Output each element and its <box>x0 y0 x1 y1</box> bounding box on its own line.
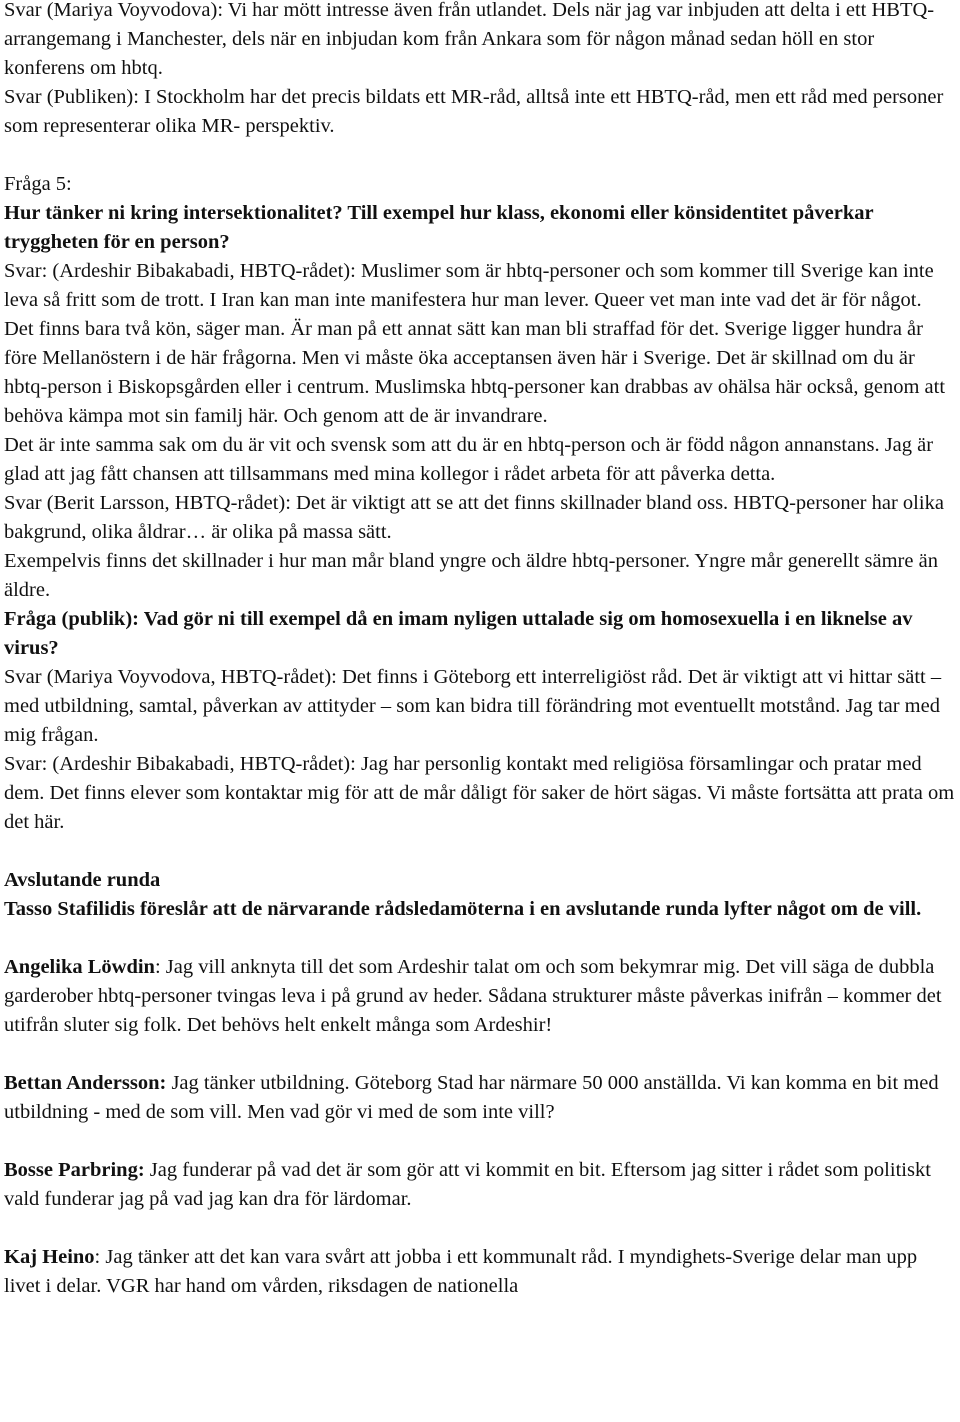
speaker-paragraph-parbring <box>4 1156 956 1214</box>
speaker-name: Kaj Heino <box>4 1246 95 1268</box>
question-publik: Fråga (publik): Vad gör ni till exempel då en imam nyligen uttalade sig om homosexuella i en liknelse av virus? <box>4 608 913 659</box>
closing-intro: Tasso Stafilidis föreslår att de närvarande rådsledamöterna i en avslutande runda lyfter något om de vill. <box>4 898 922 920</box>
question-5-text: Hur tänker ni kring intersektionalitet? Till exempel hur klass, ekonomi eller könsidentitet påverkar tryggheten för en person? <box>4 202 874 253</box>
paragraph-gap <box>4 924 956 953</box>
speaker-text: : Jag vill anknyta till det som Ardeshir talat om och som bekymrar mig. Det vill säga de dubbla garderober hbtq-personer tvingas leva i på grund av heder. Sådana strukturer måste påverkas inifrån – kommer det utifrån sluter sig folk. Det behövs helt enkelt många som Ardeshir! <box>4 956 942 1036</box>
answer-larsson-2: Exempelvis finns det skillnader i hur man mår bland yngre och äldre hbtq-personer. Yngre mår generellt sämre än äldre. <box>4 550 938 601</box>
speaker-name: Bettan Andersson: <box>4 1072 167 1094</box>
speaker-text: Jag tänker utbildning. Göteborg Stad har närmare 50 000 anställda. Vi kan komma en bit med utbildning - med de som vill. Men vad gör vi med de som inte vill? <box>4 1072 939 1123</box>
speaker-paragraph-lowdin <box>4 953 956 1040</box>
answer-publiken: Svar (Publiken): I Stockholm har det precis bildats ett MR-råd, alltså inte ett HBTQ-råd, men ett råd med personer som representerar olika MR- perspektiv. <box>4 86 944 137</box>
speaker-name: Angelika Löwdin <box>4 956 155 978</box>
paragraph-gap <box>4 1127 956 1156</box>
answer-bibakabadi-2: Det är inte samma sak om du är vit och svensk som att du är en hbtq-person och är född någon annanstans. Jag är glad att jag fått chansen att tillsammans med mina kollegor i rådet arbeta för att påverka detta. <box>4 434 934 485</box>
section-heading-closing: Avslutande runda <box>4 869 161 891</box>
paragraph-gap <box>4 1214 956 1243</box>
speaker-name: Bosse Parbring: <box>4 1159 145 1181</box>
paragraph-gap <box>4 837 956 866</box>
speaker-paragraph-heino <box>4 1243 956 1301</box>
paragraph-gap <box>4 141 956 170</box>
question-5-label: Fråga 5: <box>4 173 72 195</box>
paragraph-gap <box>4 1040 956 1069</box>
speaker-text: Jag funderar på vad det är som gör att vi kommit en bit. Eftersom jag sitter i rådet som politiskt vald funderar jag på vad jag kan dra för lärdomar. <box>4 1159 931 1210</box>
answer-voyvodova-international: Svar (Mariya Voyvodova): Vi har mött intresse även från utlandet. Dels när jag var inbjuden att delta i ett HBTQ-arrangemang i Manchester, dels när en inbjudan kom från Ankara som för någon månad sedan höll en stor konferens om hbtq. <box>4 0 935 79</box>
speaker-paragraph-andersson <box>4 1069 956 1127</box>
speaker-text: : Jag tänker att det kan vara svårt att jobba i ett kommunalt råd. I myndighets-Sverige delar man upp livet i delar. VGR har hand om vården, riksdagen de nationella <box>4 1246 918 1297</box>
answer-bibakabadi-1: Svar: (Ardeshir Bibakabadi, HBTQ-rådet): Muslimer som är hbtq-personer och som kommer till Sverige kan inte leva så fritt som de trott. I Iran kan man inte manifestera hur man lever. Queer vet man inte vad det är för något. Det finns bara två kön, säger man. Är man på ett annat sätt kan man bli straffad för det. Sverige ligger hundra år före Mellanöstern i de här frågorna. Men vi måste öka acceptansen även här i Sverige. Det är skillnad om du är hbtq-person i Biskopsgården eller i centrum. Muslimska hbtq-personer kan drabbas av ohälsa här också, genom att behöva kämpa mot sin familj här. Och genom att de är invandrare. <box>4 260 946 427</box>
answer-bibakabadi-imam: Svar: (Ardeshir Bibakabadi, HBTQ-rådet): Jag har personlig kontakt med religiösa församlingar och pratar med dem. Det finns elever som kontaktar mig för att de mår dåligt för saker de hört sägas. Vi måste fortsätta att prata om det här. <box>4 753 955 833</box>
answer-voyvodova-imam: Svar (Mariya Voyvodova, HBTQ-rådet): Det finns i Göteborg ett interreligiöst råd. Det är viktigt att vi hittar sätt – med utbildning, samtal, påverkan av attityder – som kan bidra till förändring mot eventuellt motstånd. Jag tar med mig frågan. <box>4 666 942 746</box>
answer-larsson-1: Svar (Berit Larsson, HBTQ-rådet): Det är viktigt att se att det finns skillnader bland oss. HBTQ-personer har olika bakgrund, olika åldrar… är olika på massa sätt. <box>4 492 944 543</box>
